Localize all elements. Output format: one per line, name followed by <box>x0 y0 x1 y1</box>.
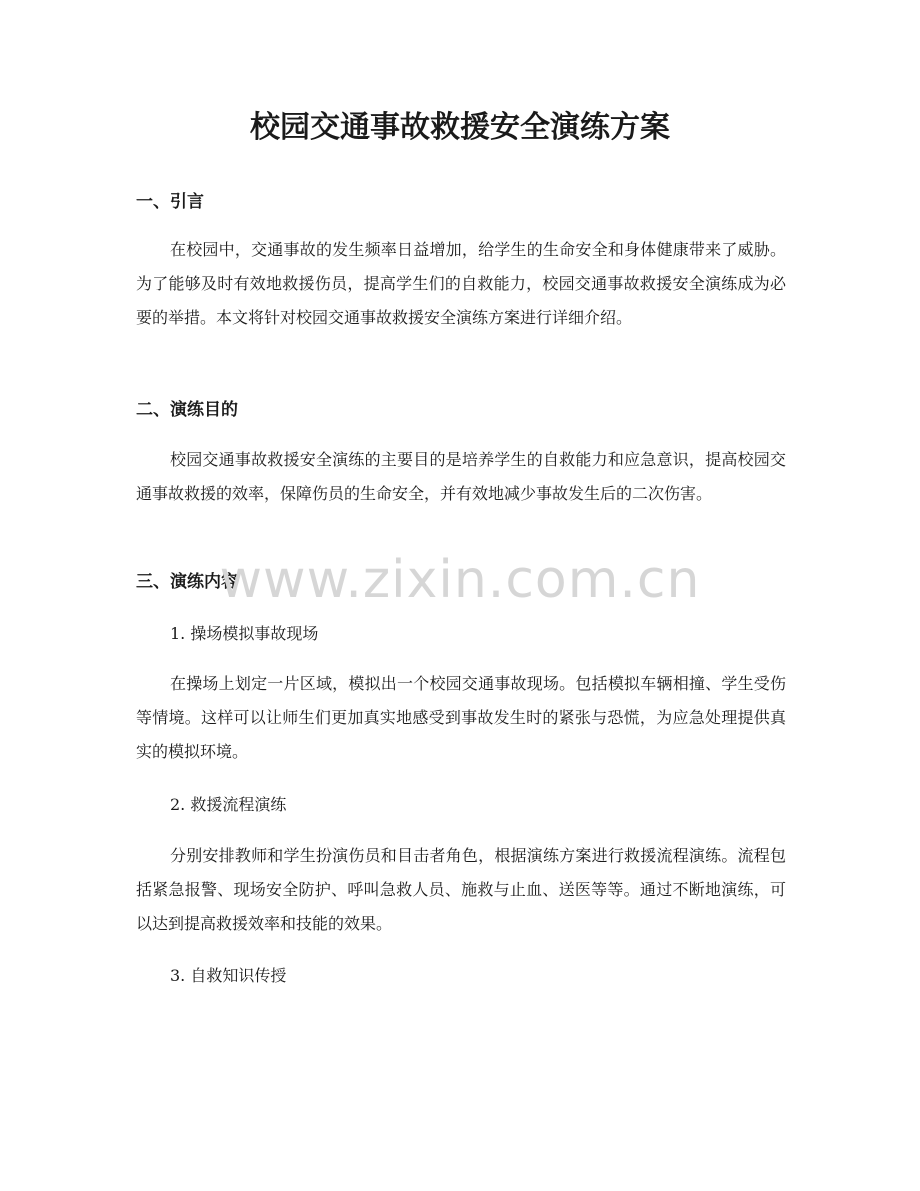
section-paragraph-purpose: 校园交通事故救援安全演练的主要目的是培养学生的自救能力和应急意识，提高校园交通事故救援的效率，保障伤员的生命安全，并有效地减少事故发生后的二次伤害。 <box>136 450 786 503</box>
section-heading-intro: 一、引言 <box>136 192 204 212</box>
item-paragraph-2: 分别安排教师和学生扮演伤员和目击者角色，根据演练方案进行救援流程演练。流程包括紧急报警、现场安全防护、呼叫急救人员、施救与止血、送医等等。通过不断地演练，可以达到提高救援效率和技能的效果。 <box>136 846 786 933</box>
item-paragraph-1: 在操场上划定一片区域，模拟出一个校园交通事故现场。包括模拟车辆相撞、学生受伤等情境。这样可以让师生们更加真实地感受到事故发生时的紧张与恐慌，为应急处理提供真实的模拟环境。 <box>136 674 786 761</box>
section-heading-content: 三、演练内容 <box>136 572 238 592</box>
item-title-2: 2. 救援流程演练 <box>170 795 287 814</box>
section-heading-purpose: 二、演练目的 <box>136 400 238 420</box>
watermark: www.zixin.com.cn <box>219 550 701 610</box>
document-title: 校园交通事故救援安全演练方案 <box>250 110 670 145</box>
item-title-3: 3. 自救知识传授 <box>170 966 287 985</box>
section-paragraph-intro: 在校园中，交通事故的发生频率日益增加，给学生的生命安全和身体健康带来了威胁。为了能够及时有效地救援伤员，提高学生们的自救能力，校园交通事故救援安全演练成为必要的举措。本文将针对校园交通事故救援安全演练方案进行详细介绍。 <box>136 240 786 327</box>
item-title-1: 1. 操场模拟事故现场 <box>170 624 319 643</box>
